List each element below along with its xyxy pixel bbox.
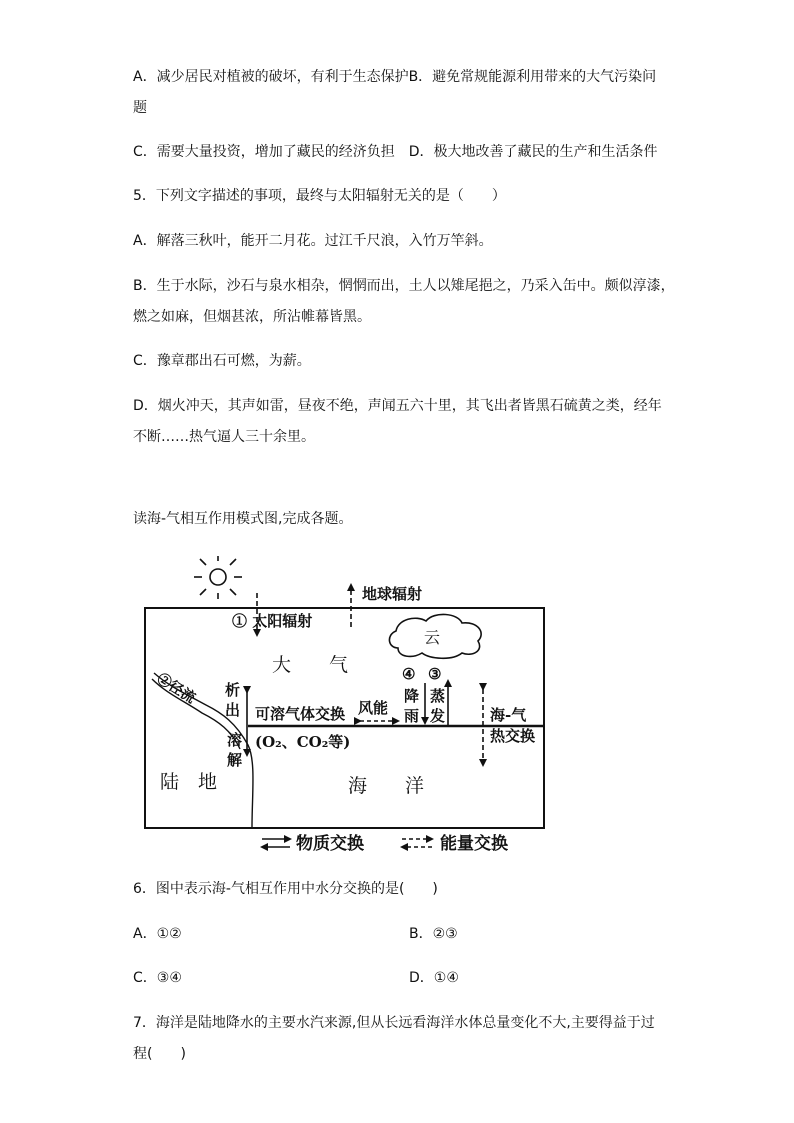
heat-exchange-line1: 海-气	[490, 706, 527, 724]
q4-option-a-line2: 题	[133, 100, 147, 116]
gas-exchange-label: 可溶气体交换	[255, 705, 346, 723]
q5-option-d-line1: D．烟火冲天，其声如雷，昼夜不绝，声闻五六十里，其飞出者皆黑石硫黄之类，经年	[133, 398, 662, 414]
q6-option-b: B．②③	[409, 926, 458, 942]
q6-option-c: C．③④	[133, 970, 182, 986]
q5-option-b-line2: 燃之如麻，但烟甚浓，所沾帷幕皆黑。	[133, 309, 371, 325]
q6-stem: 6．图中表示海-气相互作用中水分交换的是( )	[133, 881, 438, 897]
wind-energy-label: 风能	[358, 699, 389, 717]
q7-stem-line2: 程( )	[133, 1046, 186, 1062]
q4-option-a-line1: A．减少居民对植被的破坏，有利于生态保护B．避免常规能源利用带来的大气污染问	[133, 69, 657, 85]
atmosphere-label: 大 气	[272, 654, 349, 676]
legend-energy-icon	[402, 839, 432, 847]
cloud-label: 云	[424, 628, 441, 647]
evaporation-number: ③	[428, 665, 442, 683]
q5-option-d-line2: 不断……热气逼人三十余里。	[133, 429, 315, 445]
legend-energy-label: 能量交换	[440, 834, 508, 854]
dissolve-char1: 溶	[227, 731, 243, 749]
q5-option-c: C．豫章郡出石可燃，为薪。	[133, 353, 311, 369]
evaporation-char2: 发	[430, 707, 446, 725]
diagram-canvas	[140, 555, 560, 865]
ocean-label: 海 洋	[348, 775, 425, 797]
sea-air-interaction-diagram	[140, 555, 560, 865]
dissolve-char2: 解	[227, 751, 243, 769]
q6-option-a: A．①②	[133, 926, 182, 942]
section-intro: 读海-气相互作用模式图,完成各题。	[133, 511, 353, 527]
heat-exchange-line2: 热交换	[490, 727, 536, 745]
release-char1: 析	[225, 681, 241, 699]
evaporation-char1: 蒸	[430, 687, 446, 705]
q7-stem-line1: 7．海洋是陆地降水的主要水汽来源,但从长远看海洋水体总量变化不大,主要得益于过	[133, 1015, 655, 1031]
q5-stem: 5．下列文字描述的事项，最终与太阳辐射无关的是（ ）	[133, 188, 506, 204]
q5-option-b-line1: B．生于水际，沙石与泉水相杂，惘惘而出，土人以雉尾挹之，乃采入缶中。颇似淳漆，	[133, 278, 675, 294]
precipitation-char1: 降	[404, 687, 420, 705]
legend-material-icon	[262, 839, 290, 847]
sun-icon	[194, 556, 242, 599]
precipitation-number: ④	[402, 665, 416, 683]
q4-options-c-d: C．需要大量投资，增加了藏民的经济负担 D．极大地改善了藏民的生产和生活条件	[133, 144, 658, 160]
solar-radiation-label: ① 太阳辐射	[232, 612, 313, 630]
q6-option-d: D．①④	[409, 970, 459, 986]
q5-option-a: A．解落三秋叶，能开二月花。过江千尺浪，入竹万竿斜。	[133, 233, 493, 249]
earth-radiation-label: 地球辐射	[362, 585, 423, 603]
precipitation-char2: 雨	[404, 707, 420, 725]
legend-material-label: 物质交换	[296, 834, 364, 854]
gas-types-label: (O₂、CO₂等)	[255, 733, 351, 751]
land-label: 陆 地	[160, 771, 218, 793]
runoff-label: ②径流	[153, 670, 198, 707]
release-char2: 出	[225, 701, 241, 719]
